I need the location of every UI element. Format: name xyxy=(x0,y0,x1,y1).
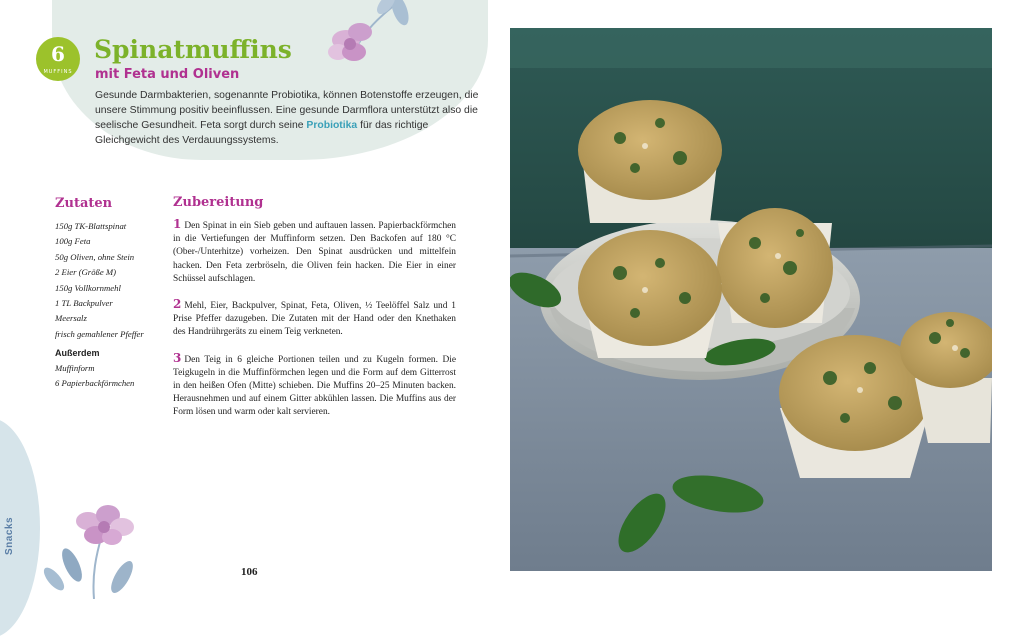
preparation-step xyxy=(173,352,456,420)
step-text: Den Spinat in ein Sieb geben und auftauen lassen. Papierbackförmchen in die Vertiefungen der Muffinform setzen. Den Backofen auf 180 °C (Ober-/Unterhitze) vorheizen. Den Spinat ausdrücken und mittelfein hacken. Den Feta zerbröseln, die Oliven fein hacken. Die Eier in einer Schüssel aufschlagen. xyxy=(173,221,456,284)
step-text: Den Teig in 6 gleiche Portionen teilen und zu Kugeln formen. Die Teigkugeln in die Muffinförmchen legen und die Form auf dem Gitterrost in den heißen Ofen (Mitte) schieben. Die Muffins 20–25 Minuten backen. Herausnehmen und auf einem Gitter abkühlen lassen. Die Muffins aus der Form lösen und warm oder kalt servieren. xyxy=(173,354,456,418)
ingredient-item: 2 Eier (Größe M) xyxy=(55,267,117,278)
recipe-number-badge xyxy=(36,37,80,81)
intro-highlight: Probiotika xyxy=(306,120,358,131)
preparation-step xyxy=(173,298,456,340)
muffin-photo xyxy=(510,28,992,571)
flower-decoration-bottom xyxy=(36,495,146,599)
recipe-subtitle: mit Feta und Oliven xyxy=(95,67,240,82)
intro-text-start: Gesunde Darmbakterien, sogenannte Probiotika, können Botenstoffe erzeugen, die unsere Stimmung positiv beeinflussen. Eine gesunde Darmflora unterstützt also die seelische Gesundheit. Feta sorgt durch seine xyxy=(95,90,479,131)
ingredient-item: 150g TK-Blattspinat xyxy=(55,221,127,231)
ingredient-item: 100g Feta xyxy=(55,236,91,247)
preparation-heading: Zubereitung xyxy=(173,195,264,210)
ingredients-list xyxy=(55,219,167,342)
section-label: Snacks xyxy=(4,516,15,555)
ingredients-heading: Zutaten xyxy=(55,196,113,211)
page-number: 106 xyxy=(241,566,258,578)
ingredient-item: 1 TL Backpulver xyxy=(55,298,113,309)
preparation-step xyxy=(173,218,456,286)
recipe-intro xyxy=(95,88,487,148)
extras-list xyxy=(55,361,167,392)
preparation-steps xyxy=(173,218,456,432)
extra-item: 6 Papierbackförmchen xyxy=(55,378,135,389)
recipe-title: Spinatmuffins xyxy=(94,35,292,64)
step-number: 1 xyxy=(173,217,182,231)
extra-item: Muffinform xyxy=(55,363,95,373)
recipe-number: 6 xyxy=(51,42,65,66)
ingredient-item: 150g Vollkornmehl xyxy=(55,282,121,293)
recipe-category: MUFFINS xyxy=(43,69,73,75)
step-number: 2 xyxy=(173,297,182,312)
intro-text-end: für das richtige Gleichgewicht des Verdauungssystems. xyxy=(95,120,429,146)
step-number: 3 xyxy=(173,350,182,365)
ingredient-item: frisch gemahlener Pfeffer xyxy=(55,328,144,339)
ingredient-item: 50g Oliven, ohne Stein xyxy=(55,251,135,262)
flower-decoration-top xyxy=(316,0,420,76)
step-text: Mehl, Eier, Backpulver, Spinat, Feta, Oliven, ½ Teelöffel Salz und 1 Prise Pfeffer dazugeben. Die Zutaten mit der Hand oder den Knethaken des Handrührgeräts zu einem Teig verkneten. xyxy=(173,301,456,338)
extras-heading: Außerdem xyxy=(55,348,100,358)
ingredient-item: Meersalz xyxy=(55,313,87,324)
